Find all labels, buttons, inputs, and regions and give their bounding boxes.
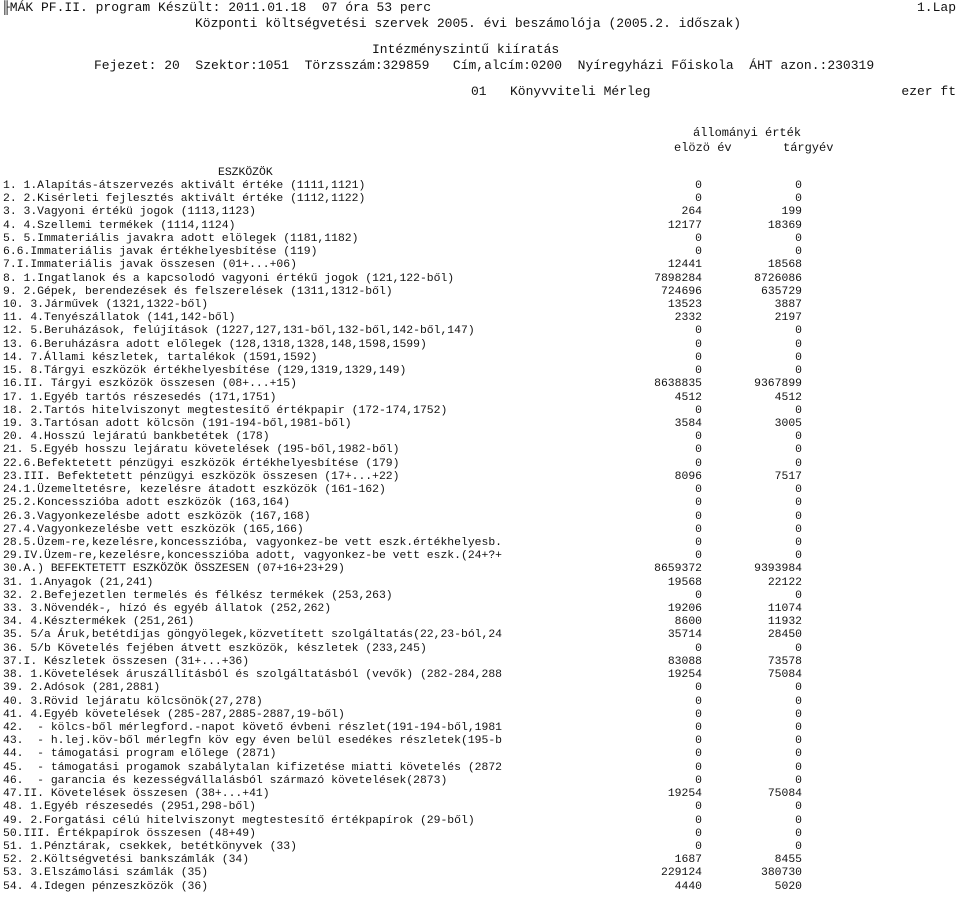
table-row	[0, 537, 960, 550]
column-group-header: állományi érték	[693, 126, 802, 140]
row-value-curr: 380730	[760, 867, 802, 880]
row-label: 53. 3.Elszámolási számlák (35)	[3, 867, 209, 880]
table-row	[0, 669, 960, 682]
institution-info: Fejezet: 20 Szektor:1051 Törzsszám:329859 Cím,alcím:0200 Nyíregyházi Főiskola ÁHT azon.:230319	[94, 58, 875, 73]
table-row	[0, 180, 960, 193]
row-value-prev: 13523	[667, 298, 702, 311]
row-value-curr: 0	[795, 827, 802, 840]
row-value-curr: 5020	[774, 880, 802, 893]
row-label: 37.I. Készletek összesen (31+...+36)	[3, 655, 250, 668]
table-row	[0, 458, 960, 471]
row-value-prev: 724696	[660, 285, 702, 298]
row-label: 48. 1.Egyéb részesedés (2951,298-ből)	[3, 801, 256, 814]
row-label: 26.3.Vagyonkezelésbe adott eszközök (167,168)	[3, 510, 311, 523]
row-value-prev: 4512	[674, 391, 702, 404]
row-value-curr: 73578	[767, 655, 802, 668]
row-label: 44. - támogatási program előlege (2871)	[3, 748, 277, 761]
row-value-prev: 0	[695, 246, 702, 259]
row-label: 15. 8.Tárgyi eszközök értékhelyesbítése (129,1319,1329,149)	[3, 365, 407, 378]
row-value-prev: 12441	[667, 259, 702, 272]
table-row	[0, 431, 960, 444]
table-row	[0, 748, 960, 761]
table-row	[0, 286, 960, 299]
row-label: 41. 4.Egyéb követelések (285-287,2885-2887,19-ből)	[3, 708, 345, 721]
table-row	[0, 550, 960, 563]
row-value-prev: 2332	[674, 312, 702, 325]
row-value-prev: 4440	[674, 880, 702, 893]
row-value-prev: 19254	[667, 788, 702, 801]
table-row	[0, 259, 960, 272]
header-line-1: ╟MÁK PF.II. program Készült: 2011.01.18 07 óra 53 perc	[2, 0, 432, 15]
report-subtitle: Központi költségvetési szervek 2005. évi beszámolója (2005.2. időszak)	[195, 16, 742, 31]
page-number: 1.Lap	[916, 0, 956, 15]
row-label: 2. 2.Kisérleti fejlesztés aktivált értéke (1112,1122)	[3, 193, 366, 206]
row-value-curr: 0	[795, 246, 802, 259]
table-row	[0, 735, 960, 748]
row-value-curr: 2197	[774, 312, 802, 325]
row-value-prev: 0	[695, 510, 702, 523]
row-label: 40. 3.Rövid lejáratu kölcsönök(27,278)	[3, 695, 263, 708]
row-value-curr: 0	[795, 232, 802, 245]
row-value-prev: 0	[695, 497, 702, 510]
table-row	[0, 418, 960, 431]
row-label: 22.6.Befektetett pénzügyi eszközök értékhelyesbítése (179)	[3, 457, 400, 470]
table-row	[0, 629, 960, 642]
row-value-prev: 3584	[674, 417, 702, 430]
row-value-curr: 0	[795, 404, 802, 417]
row-value-curr: 199	[781, 206, 802, 219]
row-value-curr: 0	[795, 497, 802, 510]
table-row	[0, 378, 960, 391]
row-value-prev: 0	[695, 325, 702, 338]
table-row	[0, 881, 960, 894]
row-label: 6.6.Immateriális javak értékhelyesbítése (119)	[3, 246, 318, 259]
row-value-prev: 0	[695, 841, 702, 853]
row-label: 18. 2.Tartós hitelviszonyt megtestesítő értékpapir (172-174,1752)	[3, 404, 448, 417]
table-row	[0, 643, 960, 656]
row-label: 17. 1.Egyéb tartós részesedés (171,1751)	[3, 391, 277, 404]
row-label: 25.2.Koncesszióba adott eszközök (163,164)	[3, 497, 291, 510]
table-row	[0, 206, 960, 219]
row-value-curr: 0	[795, 708, 802, 721]
table-row	[0, 788, 960, 801]
table-row	[0, 325, 960, 338]
row-label: 13. 6.Beruházásra adott előlegek (128,1318,1328,148,1598,1599)	[3, 338, 427, 351]
row-label: 34. 4.Késztermékek (251,261)	[3, 616, 195, 629]
table-row	[0, 273, 960, 286]
row-value-curr: 0	[795, 536, 802, 549]
row-value-curr: 3005	[774, 417, 802, 430]
row-label: 21. 5.Egyéb hosszu lejáratu követelések (195-ből,1982-ből)	[3, 444, 400, 457]
row-label: 36. 5/b Követelés fejében átvett eszközök, készletek (233,245)	[3, 642, 427, 655]
row-label: 14. 7.Állami készletek, tartalékok (1591,1592)	[3, 351, 318, 364]
row-value-prev: 0	[695, 536, 702, 549]
table-row	[0, 563, 960, 576]
row-value-prev: 19206	[667, 603, 702, 616]
table-row	[0, 312, 960, 325]
row-label: 24.1.Üzemeltetésre, kezelésre átadott eszközök (161-162)	[3, 484, 386, 497]
row-label: 29.IV.Üzem-re,kezelésre,koncesszióba adott, vagyonkez-be vett eszk.(24+?+	[3, 550, 502, 563]
table-row	[0, 854, 960, 867]
section-title: ESZKÖZÖK	[218, 167, 273, 179]
row-value-curr: 635729	[760, 285, 802, 298]
row-value-prev: 0	[695, 484, 702, 497]
unit-label: ezer ft	[901, 84, 956, 99]
table-row	[0, 405, 960, 418]
row-value-curr: 11074	[767, 603, 802, 616]
row-value-curr: 28450	[767, 629, 802, 642]
row-value-curr: 11932	[767, 616, 802, 629]
row-value-prev: 19254	[667, 669, 702, 682]
row-label: 8. 1.Ingatlanok és a kapcsolodó vagyoni értékű jogok (121,122-ből)	[3, 272, 455, 285]
row-value-curr: 0	[795, 695, 802, 708]
row-value-curr: 18369	[767, 219, 802, 232]
row-value-prev: 0	[695, 589, 702, 602]
table-row	[0, 590, 960, 603]
row-value-prev: 0	[695, 404, 702, 417]
row-value-prev: 0	[695, 431, 702, 444]
row-value-prev: 229124	[660, 867, 702, 880]
row-value-prev: 0	[695, 444, 702, 457]
row-label: 23.III. Befektetett pénzügyi eszközök összesen (17+...+22)	[3, 470, 400, 483]
table-row	[0, 365, 960, 378]
table-row	[0, 828, 960, 841]
row-label: 47.II. Követelések összesen (38+...+41)	[3, 788, 270, 801]
row-label: 35. 5/a Áruk,betétdíjas göngyölegek,közvetített szolgáltatás(22,23-ból,24	[3, 629, 502, 642]
row-value-prev: 12177	[667, 219, 702, 232]
row-value-prev: 0	[695, 365, 702, 378]
row-label: 16.II. Tárgyi eszközök összesen (08+...+15)	[3, 378, 297, 391]
table-row	[0, 497, 960, 510]
row-value-curr: 0	[795, 444, 802, 457]
row-value-prev: 0	[695, 457, 702, 470]
row-value-prev: 0	[695, 695, 702, 708]
table-row	[0, 220, 960, 233]
row-value-curr: 75084	[767, 669, 802, 682]
row-value-prev: 83088	[667, 655, 702, 668]
row-value-curr: 0	[795, 431, 802, 444]
row-value-curr: 0	[795, 351, 802, 364]
row-value-curr: 0	[795, 180, 802, 192]
row-value-curr: 0	[795, 801, 802, 814]
table-row	[0, 603, 960, 616]
row-value-prev: 7898284	[654, 272, 702, 285]
table-row	[0, 392, 960, 405]
row-label: 46. - garancia és kezességvállalásból származó követelések(2873)	[3, 774, 448, 787]
row-value-curr: 0	[795, 722, 802, 735]
table-row	[0, 656, 960, 669]
row-label: 19. 3.Tartósan adott kölcsön (191-194-ből,1981-ből)	[3, 417, 352, 430]
row-value-curr: 4512	[774, 391, 802, 404]
row-value-curr: 0	[795, 682, 802, 695]
table-row	[0, 339, 960, 352]
table-row	[0, 775, 960, 788]
row-value-prev: 8096	[674, 470, 702, 483]
row-value-curr: 3887	[774, 298, 802, 311]
row-label: 31. 1.Anyagok (21,241)	[3, 576, 154, 589]
row-value-prev: 0	[695, 232, 702, 245]
row-label: 12. 5.Beruházások, felújítások (1227,127,131-ből,132-ből,142-ből,147)	[3, 325, 475, 338]
row-label: 10. 3.Járművek (1321,1322-ből)	[3, 298, 209, 311]
row-value-curr: 0	[795, 642, 802, 655]
row-value-prev: 0	[695, 774, 702, 787]
table-row	[0, 696, 960, 709]
row-value-prev: 0	[695, 523, 702, 536]
table-row	[0, 867, 960, 880]
report-title: 01 Könyvviteli Mérleg	[471, 84, 651, 99]
row-value-curr: 9367899	[754, 378, 802, 391]
table-row	[0, 193, 960, 206]
row-value-prev: 0	[695, 550, 702, 563]
row-value-curr: 0	[795, 814, 802, 827]
row-value-prev: 0	[695, 735, 702, 748]
table-row	[0, 815, 960, 828]
table-row	[0, 511, 960, 524]
row-value-prev: 0	[695, 180, 702, 192]
row-value-curr: 0	[795, 748, 802, 761]
row-label: 38. 1.Követelések áruszállításból és szolgáltatásból (vevők) (282-284,288	[3, 669, 502, 682]
row-label: 45. - támogatási progamok szabálytalan kifizetése miatti követelés (2872	[3, 761, 502, 774]
row-value-curr: 0	[795, 589, 802, 602]
row-label: 11. 4.Tenyészállatok (141,142-ből)	[3, 312, 236, 325]
row-value-prev: 0	[695, 193, 702, 206]
row-value-prev: 0	[695, 642, 702, 655]
table-row	[0, 801, 960, 814]
row-label: 50.III. Értékpapírok összesen (48+49)	[3, 827, 256, 840]
row-value-prev: 8600	[674, 616, 702, 629]
row-value-curr: 0	[795, 774, 802, 787]
row-value-prev: 1687	[674, 854, 702, 867]
row-value-prev: 0	[695, 761, 702, 774]
table-row	[0, 762, 960, 775]
table-row	[0, 616, 960, 629]
row-value-curr: 0	[795, 841, 802, 853]
row-value-curr: 8455	[774, 854, 802, 867]
row-value-prev: 35714	[667, 629, 702, 642]
row-value-curr: 75084	[767, 788, 802, 801]
column-header-prev: elözö év	[674, 141, 732, 155]
row-value-prev: 0	[695, 708, 702, 721]
row-label: 27.4.Vagyonkezelésbe vett eszközök (165,166)	[3, 523, 304, 536]
row-value-curr: 7517	[774, 470, 802, 483]
row-value-prev: 264	[681, 206, 702, 219]
row-value-prev: 0	[695, 351, 702, 364]
row-value-curr: 0	[795, 338, 802, 351]
row-label: 49. 2.Forgatási célú hitelviszonyt megtestesítő értékpapírok (29-ből)	[3, 814, 475, 827]
table-row	[0, 524, 960, 537]
row-label: 39. 2.Adósok (281,2881)	[3, 682, 161, 695]
row-value-prev: 0	[695, 801, 702, 814]
report-scope: Intézményszintű kiíratás	[372, 42, 560, 57]
table-row	[0, 299, 960, 312]
table-row	[0, 246, 960, 259]
table-row	[0, 471, 960, 484]
row-value-prev: 0	[695, 814, 702, 827]
table-row	[0, 841, 960, 854]
row-value-curr: 9393984	[754, 563, 802, 576]
row-label: 42. - kölcs-ből mérlegford.-napot követő évbeni részlet(191-194-ből,1981	[3, 722, 502, 735]
table-row	[0, 233, 960, 246]
row-label: 5. 5.Immateriális javakra adott elölegek (1181,1182)	[3, 232, 359, 245]
row-label: 52. 2.Költségvetési bankszámlák (34)	[3, 854, 250, 867]
row-value-prev: 8638835	[654, 378, 702, 391]
row-value-curr: 0	[795, 325, 802, 338]
row-label: 7.I.Immateriális javak összesen (01+...+06)	[3, 259, 297, 272]
row-value-curr: 8726086	[754, 272, 802, 285]
row-value-curr: 0	[795, 550, 802, 563]
table-row	[0, 577, 960, 590]
row-value-curr: 0	[795, 735, 802, 748]
row-value-curr: 22122	[767, 576, 802, 589]
table-row	[0, 484, 960, 497]
row-label: 4. 4.Szellemi termékek (1114,1124)	[3, 219, 236, 232]
row-label: 54. 4.Idegen pénzeszközök (36)	[3, 880, 209, 893]
row-label: 28.5.Üzem-re,kezelésre,koncesszióba, vagyonkez-be vett eszk.értékhelyesb.	[3, 536, 502, 549]
row-label: 32. 2.Befejezetlen termelés és félkész termékek (253,263)	[3, 589, 393, 602]
row-value-prev: 0	[695, 722, 702, 735]
table-row	[0, 352, 960, 365]
row-label: 51. 1.Pénztárak, csekkek, betétkönyvek (33)	[3, 841, 297, 853]
table-row	[0, 722, 960, 735]
row-value-curr: 0	[795, 523, 802, 536]
table-row	[0, 709, 960, 722]
table-row	[0, 444, 960, 457]
row-value-curr: 0	[795, 365, 802, 378]
row-label: 33. 3.Növendék-, hízó és egyéb állatok (252,262)	[3, 603, 332, 616]
row-value-curr: 0	[795, 510, 802, 523]
row-value-prev: 0	[695, 338, 702, 351]
row-value-prev: 0	[695, 748, 702, 761]
row-label: 20. 4.Hosszú lejáratú bankbetétek (178)	[3, 431, 270, 444]
table-row	[0, 682, 960, 695]
row-value-prev: 19568	[667, 576, 702, 589]
row-value-prev: 0	[695, 682, 702, 695]
row-label: 30.A.) BEFEKTETETT ESZKÖZÖK ÖSSZESEN (07+16+23+29)	[3, 563, 345, 576]
row-label: 1. 1.Alapítás-átszervezés aktivált értéke (1111,1121)	[3, 180, 366, 192]
row-value-curr: 18568	[767, 259, 802, 272]
row-label: 9. 2.Gépek, berendezések és felszerelések (1311,1312-ből)	[3, 285, 393, 298]
row-value-curr: 0	[795, 484, 802, 497]
row-value-prev: 0	[695, 827, 702, 840]
row-label: 43. - h.lej.köv-ből mérlegfn köv egy éven belül esedékes részletek(195-b	[3, 735, 502, 748]
row-value-curr: 0	[795, 457, 802, 470]
row-label: 3. 3.Vagyoni értékü jogok (1113,1123)	[3, 206, 256, 219]
row-value-curr: 0	[795, 761, 802, 774]
row-value-prev: 8659372	[654, 563, 702, 576]
row-value-curr: 0	[795, 193, 802, 206]
column-header-curr: tárgyév	[783, 141, 834, 155]
